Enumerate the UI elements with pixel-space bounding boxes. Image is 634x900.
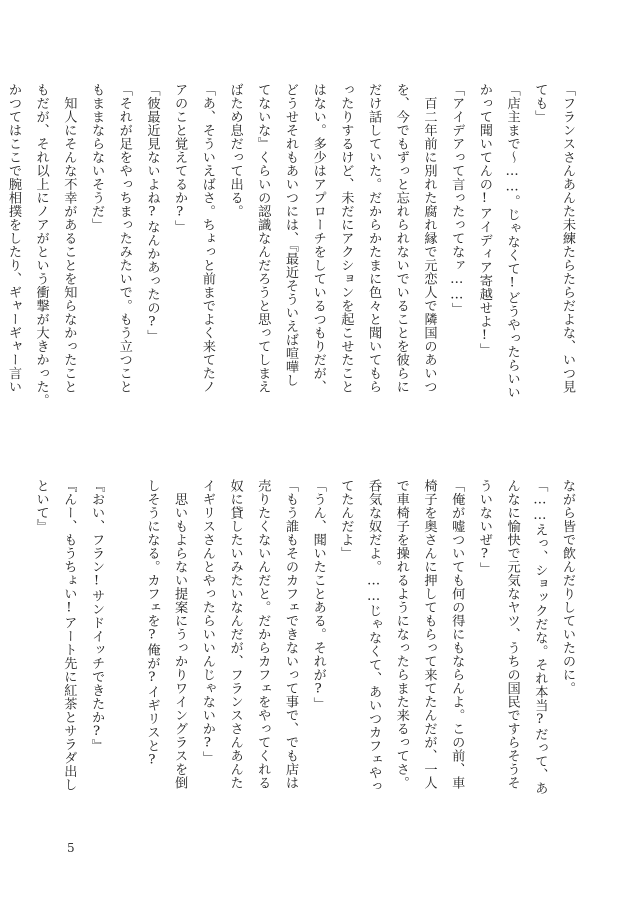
text-line <box>110 479 138 799</box>
text-line: ても」 <box>532 83 548 124</box>
text-line: 『んー、もうちょい!アート先に紅茶とサラダ出し <box>61 479 77 792</box>
text-block-bottom <box>33 479 581 799</box>
text-line: もだが、それ以上にノアがという衝撃が大きかった。 <box>33 83 49 407</box>
text-line: ういないぜ?」 <box>476 479 492 576</box>
text-line: 「アイデアって言ったってなァ……」 <box>449 83 465 317</box>
text-line: はない。多少はアプローチをしているつもりだが、 <box>310 83 326 394</box>
text-line: で車椅子を操れるようになったらまた来るってさ。 <box>393 479 409 790</box>
text-line: てたんだよ」 <box>338 479 354 560</box>
text-line: かつてはここで腕相撲をしたり、ギャーギャー言い <box>5 83 21 394</box>
text-line: ったりするけど、未だにアクションを起こせたこと <box>338 83 354 394</box>
text-line: 椅子を奥さんに押してもらって来てたんだが、一人 <box>421 479 437 790</box>
text-line: しそうになる。カフェを?俺が?イギリスと? <box>144 479 160 768</box>
text-line: 思いもよらない提案にうっかりワイングラスを倒 <box>172 479 188 790</box>
text-line: んなに愉快で元気なヤツ、うちの国民ですらそうそ <box>504 479 520 790</box>
text-line: アのこと覚えてるか?」 <box>172 83 188 234</box>
text-line: 売りたくないんだと。だからカフェをやってくれる <box>255 479 271 790</box>
page-number: 5 <box>67 841 75 855</box>
text-line: といて』 <box>33 479 49 533</box>
text-line: 「店主まで〜……。じゃなくて!どうやったらいい <box>504 83 520 399</box>
text-line: を、今でもずっと忘れられないでいることを彼らに <box>393 83 409 394</box>
text-line: 「それが足をやっちまったみたいで。もう立つこと <box>116 83 132 394</box>
text-line: ながら皆で飲んだりしていたのに。 <box>560 479 575 695</box>
text-line: 「うん、聞いたことある。それが?」 <box>310 479 326 711</box>
text-line: てないな』くらいの認識なんだろうと思ってしまえ <box>255 83 271 394</box>
text-line: 奴に貸したいみたいなんだが、フランスさんあんた <box>227 479 243 790</box>
text-line: 呑気な奴だよ。……じゃなくて、あいつカフェやっ <box>366 479 382 794</box>
text-line: かって聞いてんの!アイディア寄越せよ!」 <box>476 83 492 357</box>
text-line: 「もう誰もそのカフェできないって事で、でも店は <box>282 479 298 790</box>
text-line: 百二年前に別れた腐れ縁で元恋人で隣国のあいつ <box>421 83 437 394</box>
text-line: だけ話していた。だからかたまに色々と聞いてもら <box>366 83 382 394</box>
text-line: 「フランスさんあんた未練たらたらだよな、いつ見 <box>560 83 575 394</box>
text-line: 知人にそんな不幸があることを知らなかったこと <box>61 83 77 394</box>
text-line: 「あ、そういえばさ。ちょっと前までよく来てたノ <box>199 83 215 394</box>
text-line: 「俺が嘘ついても何の得にもならんよ。この前、車 <box>449 479 465 790</box>
text-line: 『おい、フラン!サンドイッチできたか?』 <box>89 479 105 753</box>
text-line: どうせそれもあいつには、『最近そういえば喧嘩し <box>282 83 298 387</box>
text-line: 「……えっ、ショックだな。それ本当?だって、あ <box>532 479 548 795</box>
text-block-top <box>5 83 581 407</box>
text-line: 「彼最近見ないよね?なんかあったの?」 <box>144 83 160 344</box>
text-line: ばため息だって出る。 <box>227 83 243 218</box>
text-line: もままならないそうだ」 <box>89 83 105 232</box>
text-line: イギリスさんとやったらいいんじゃないか?」 <box>199 479 215 765</box>
